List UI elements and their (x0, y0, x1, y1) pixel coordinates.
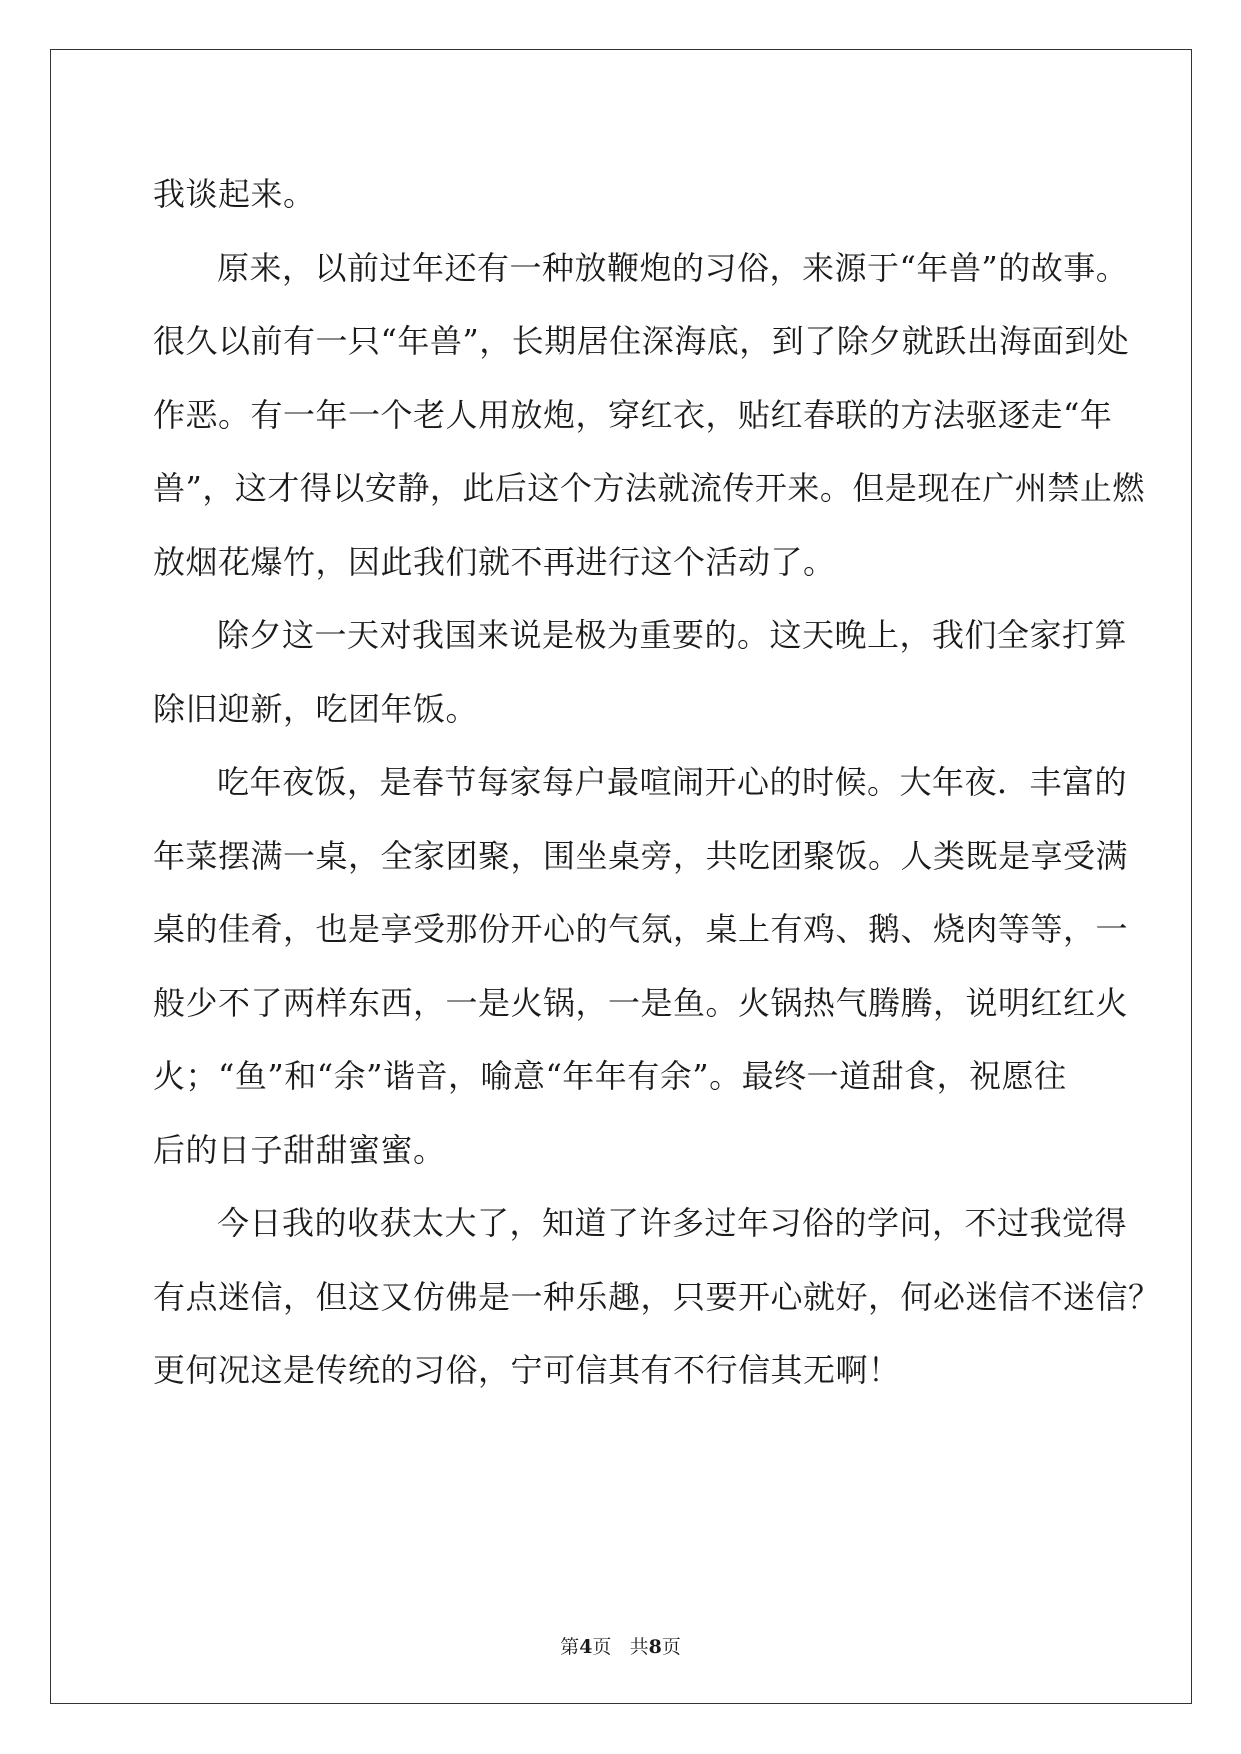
text-line: 我谈起来。 (153, 175, 316, 213)
text-line: 作恶。有一年一个老人用放炮，穿红衣，贴红春联的方法驱逐走“年 (153, 395, 1113, 434)
document-body (153, 158, 1161, 1408)
text-line: 般少不了两样东西，一是火锅，一是鱼。火锅热气腾腾，说明红红火 (153, 983, 1129, 1022)
text-line: 原来，以前过年还有一种放鞭炮的习俗，来源于“年兽”的故事。 (217, 248, 1129, 287)
text-line: 年菜摆满一桌，全家团聚，围坐桌旁，共吃团聚饭。人类既是享受满 (153, 836, 1129, 875)
text-line: 今日我的收获太大了，知道了许多过年习俗的学问，不过我觉得 (217, 1204, 1128, 1242)
page-unit: 页 (592, 1636, 612, 1658)
page-current: 4 (579, 1636, 593, 1658)
text-line: 除旧迎新，吃团年饭。 (153, 689, 479, 728)
text-line: 有点迷信，但这又仿佛是一种乐趣，只要开心就好，何必迷信不迷信？ (153, 1277, 1161, 1316)
text-line: 更何况这是传统的习俗，宁可信其有不行信其无啊！ (153, 1351, 901, 1389)
total-unit: 页 (661, 1636, 681, 1658)
page-prefix: 第 (560, 1636, 580, 1658)
text-line: 吃年夜饭，是春节每家每户最喧闹开心的时候。大年夜．丰富的 (217, 763, 1128, 801)
text-line: 兽”，这才得以安静，此后这个方法就流传开来。但是现在广州禁止燃 (153, 469, 1145, 507)
text-line: 桌的佳肴，也是享受那份开心的气氛，桌上有鸡、鹅、烧肉等等，一 (153, 910, 1129, 948)
text-line: 火；“鱼”和“余”谐音，喻意“年年有余”。最终一道甜食，祝愿往 (153, 1057, 1067, 1095)
text-line: 后的日子甜甜蜜蜜。 (153, 1130, 446, 1169)
text-line: 很久以前有一只“年兽”，长期居住深海底，到了除夕就跃出海面到处 (153, 322, 1130, 360)
page-footer (0, 1635, 1241, 1659)
text-line: 除夕这一天对我国来说是极为重要的。这天晚上，我们全家打算 (217, 616, 1128, 654)
total-prefix: 共 (629, 1636, 649, 1658)
page-total: 8 (648, 1636, 662, 1658)
text-line: 放烟花爆竹，因此我们就不再进行这个活动了。 (153, 542, 836, 581)
